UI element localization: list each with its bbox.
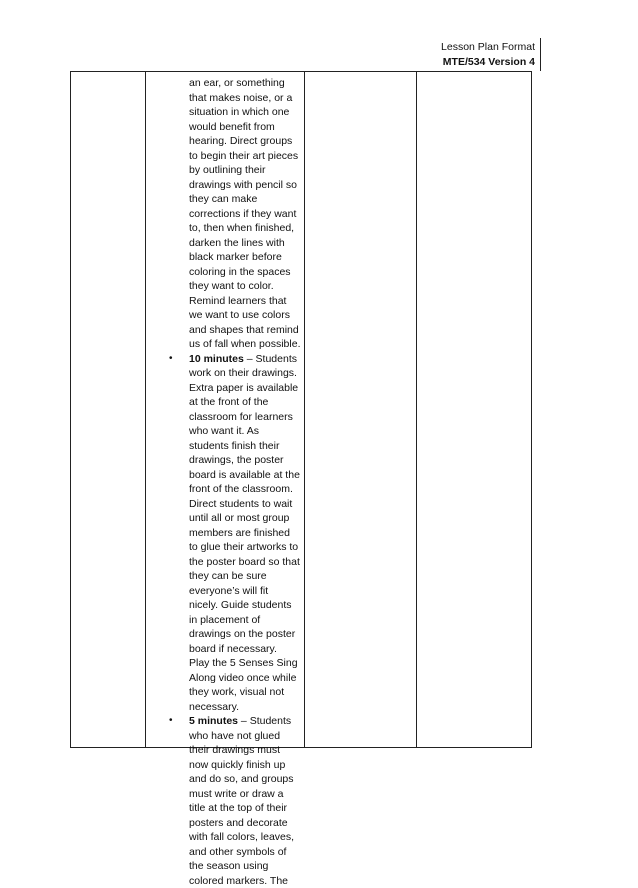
bullet-lead: – Students [244,353,297,365]
text-line: members are finished [189,526,314,541]
text-line: now quickly finish up [189,758,314,773]
header-title: Lesson Plan Format [441,40,535,55]
text-line: board is available at the [189,468,314,483]
header-version: MTE/534 Version 4 [441,55,535,70]
text-line: we want to use colors [189,308,314,323]
lesson-plan-table [70,71,532,748]
column-divider-1 [145,72,146,747]
text-line: the poster board so that [189,555,314,570]
bullet-icon: • [169,714,173,729]
text-line: front of the classroom. [189,482,314,497]
activity-cell [189,76,314,888]
text-line: work on their drawings. [189,366,314,381]
text-line: Direct students to wait [189,497,314,512]
column-divider-3 [416,72,417,747]
text-line: Remind learners that [189,294,314,309]
text-line: and shapes that remind [189,323,314,338]
text-line: their drawings must [189,743,314,758]
text-line: nicely. Guide students [189,598,314,613]
text-line: to glue their artworks to [189,540,314,555]
text-line: the season using [189,859,314,874]
text-line: students finish their [189,439,314,454]
text-line: they can be sure [189,569,314,584]
text-line: black marker before [189,250,314,265]
bullet-text [189,729,314,888]
text-line: that makes noise, or a [189,91,314,106]
text-line: they work, visual not [189,685,314,700]
text-line: posters and decorate [189,816,314,831]
instruction-paragraph [189,76,314,352]
text-line: title at the top of their [189,801,314,816]
text-line: us of fall when possible. [189,337,314,352]
text-line: Play the 5 Senses Sing [189,656,314,671]
text-line: in placement of [189,613,314,628]
text-line: corrections if they want [189,207,314,222]
text-line: to begin their art pieces [189,149,314,164]
bullet-icon: • [169,352,173,367]
text-line: necessary. [189,700,314,715]
bullet-item-10-minutes [189,352,314,715]
bullet-duration: 5 minutes [189,715,238,727]
text-line: until all or most group [189,511,314,526]
text-line: Extra paper is available [189,381,314,396]
bullet-duration: 10 minutes [189,353,244,365]
text-line: who want it. As [189,424,314,439]
text-line: would benefit from [189,120,314,135]
text-line: drawings with pencil so [189,178,314,193]
text-line: drawings on the poster [189,627,314,642]
text-line: darken the lines with [189,236,314,251]
text-line: drawings, the poster [189,453,314,468]
text-line: colored markers. The [189,874,314,888]
header-divider [540,38,541,71]
text-line: Along video once while [189,671,314,686]
text-line: they can make [189,192,314,207]
text-line: situation in which one [189,105,314,120]
text-line: and other symbols of [189,845,314,860]
page-header [441,40,535,70]
text-line: everyone’s will fit [189,584,314,599]
text-line: board if necessary. [189,642,314,657]
bullet-lead: – Students [238,715,291,727]
text-line: an ear, or something [189,76,314,91]
text-line: and do so, and groups [189,772,314,787]
text-line: coloring in the spaces [189,265,314,280]
text-line: they want to color. [189,279,314,294]
text-line: by outlining their [189,163,314,178]
text-line: to, then when finished, [189,221,314,236]
bullet-text [189,366,314,714]
text-line: classroom for learners [189,410,314,425]
text-line: at the front of the [189,395,314,410]
text-line: hearing. Direct groups [189,134,314,149]
bullet-item-5-minutes [189,714,314,888]
text-line: must write or draw a [189,787,314,802]
text-line: who have not glued [189,729,314,744]
text-line: with fall colors, leaves, [189,830,314,845]
